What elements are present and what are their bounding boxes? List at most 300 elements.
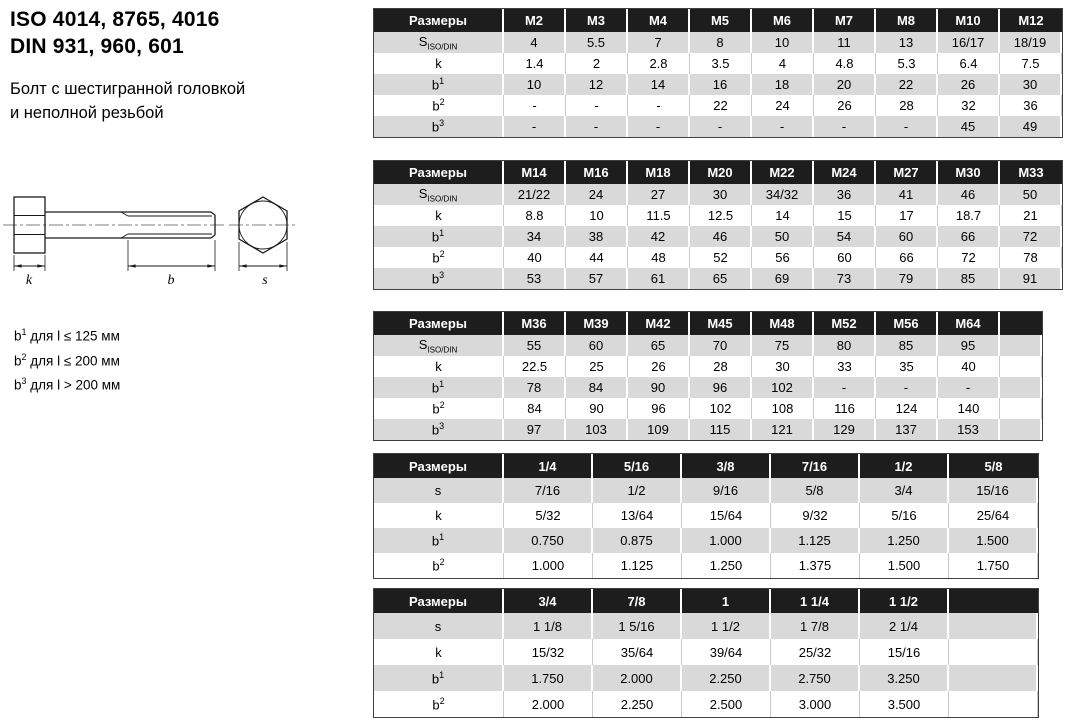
title-line-2: DIN 931, 960, 601 [10, 35, 184, 58]
size-header: 1 1/4 [771, 589, 860, 613]
value-cell: 39/64 [682, 639, 771, 665]
value-cell: 60 [876, 226, 938, 247]
value-cell: 80 [814, 335, 876, 356]
header-row [374, 589, 1038, 613]
value-cell: 4.8 [814, 53, 876, 74]
value-cell: 5/16 [860, 503, 949, 528]
size-header: M3 [566, 9, 628, 32]
value-cell: - [566, 116, 628, 137]
value-cell: 0.875 [593, 528, 682, 553]
value-cell: - [876, 116, 938, 137]
value-cell: 35 [876, 356, 938, 377]
dimension-k [14, 255, 45, 288]
value-cell: 1.250 [682, 553, 771, 578]
value-cell: 13/64 [593, 503, 682, 528]
value-cell: 1/2 [593, 478, 682, 503]
empty-cell [949, 691, 1038, 717]
note: $b^2$ для l ≤ 200 мм [14, 351, 120, 368]
value-cell: 15 [814, 205, 876, 226]
value-cell: 1.750 [949, 553, 1038, 578]
value-cell: 56 [752, 247, 814, 268]
value-cell: 26 [938, 74, 1000, 95]
table-row [374, 377, 1042, 398]
value-cell: 50 [1000, 184, 1062, 205]
value-cell: - [566, 95, 628, 116]
value-cell: 1.125 [771, 528, 860, 553]
header-row [374, 312, 1042, 335]
size-header: M5 [690, 9, 752, 32]
value-cell: 42 [628, 226, 690, 247]
value-cell: 6.4 [938, 53, 1000, 74]
value-cell: 1 1/8 [504, 613, 593, 639]
value-cell: 2 1/4 [860, 613, 949, 639]
size-header: M20 [690, 161, 752, 184]
size-header: M39 [566, 312, 628, 335]
value-cell: 53 [504, 268, 566, 289]
value-cell: 90 [566, 398, 628, 419]
value-cell: - [814, 116, 876, 137]
empty-header [949, 589, 1038, 613]
value-cell: - [690, 116, 752, 137]
value-cell: - [814, 377, 876, 398]
value-cell: - [504, 95, 566, 116]
value-cell: 22 [876, 74, 938, 95]
value-cell: 30 [690, 184, 752, 205]
value-cell: 33 [814, 356, 876, 377]
value-cell: 4 [504, 32, 566, 53]
table-row [374, 665, 1038, 691]
value-cell: 1.000 [682, 528, 771, 553]
value-cell: 9/32 [771, 503, 860, 528]
size-header: M18 [628, 161, 690, 184]
row-label: $b^2$ [374, 553, 504, 578]
header-row [374, 9, 1062, 32]
value-cell: 72 [1000, 226, 1062, 247]
table-row [374, 398, 1042, 419]
table-row [374, 184, 1062, 205]
value-cell: 97 [504, 419, 566, 440]
notes [14, 322, 120, 396]
empty-cell [1000, 419, 1042, 440]
size-header: M24 [814, 161, 876, 184]
value-cell: 1.500 [860, 553, 949, 578]
size-header: 3/8 [682, 454, 771, 478]
row-label: k [374, 639, 504, 665]
value-cell: 16 [690, 74, 752, 95]
value-cell: 14 [752, 205, 814, 226]
value-cell: 65 [690, 268, 752, 289]
dim-b-label: b [167, 273, 175, 288]
value-cell: 24 [566, 184, 628, 205]
value-cell: 55 [504, 335, 566, 356]
metric-table-3 [373, 311, 1043, 441]
value-cell: 108 [752, 398, 814, 419]
value-cell: 52 [690, 247, 752, 268]
size-header: M10 [938, 9, 1000, 32]
row-label: s [374, 478, 504, 503]
value-cell: 1 1/2 [682, 613, 771, 639]
table-row [374, 639, 1038, 665]
value-cell: 13 [876, 32, 938, 53]
size-header: 1 1/2 [860, 589, 949, 613]
value-cell: 1.125 [593, 553, 682, 578]
value-cell: 2.250 [682, 665, 771, 691]
empty-cell [1000, 398, 1042, 419]
value-cell: 16/17 [938, 32, 1000, 53]
size-header: M45 [690, 312, 752, 335]
size-header: M30 [938, 161, 1000, 184]
table-row [374, 95, 1062, 116]
value-cell: 66 [876, 247, 938, 268]
value-cell: 32 [938, 95, 1000, 116]
value-cell: 28 [876, 95, 938, 116]
sizes-column-header: Размеры [374, 9, 504, 32]
value-cell: 5.3 [876, 53, 938, 74]
value-cell: 24 [752, 95, 814, 116]
value-cell: 137 [876, 419, 938, 440]
value-cell: 25 [566, 356, 628, 377]
size-header: M16 [566, 161, 628, 184]
value-cell: 7/16 [504, 478, 593, 503]
value-cell: 18/19 [1000, 32, 1062, 53]
value-cell: 153 [938, 419, 1000, 440]
size-header: 1/4 [504, 454, 593, 478]
value-cell: 27 [628, 184, 690, 205]
value-cell: 25/32 [771, 639, 860, 665]
sizes-column-header: Размеры [374, 454, 504, 478]
row-label: $b^1$ [374, 377, 504, 398]
value-cell: 40 [504, 247, 566, 268]
size-header: 7/16 [771, 454, 860, 478]
value-cell: 46 [690, 226, 752, 247]
value-cell: 96 [628, 398, 690, 419]
empty-cell [949, 639, 1038, 665]
value-cell: - [628, 95, 690, 116]
value-cell: 116 [814, 398, 876, 419]
row-label: $b^1$ [374, 226, 504, 247]
size-header: M14 [504, 161, 566, 184]
size-header: M36 [504, 312, 566, 335]
value-cell: 8.8 [504, 205, 566, 226]
empty-cell [1000, 377, 1042, 398]
value-cell: 18.7 [938, 205, 1000, 226]
value-cell: 44 [566, 247, 628, 268]
value-cell: 38 [566, 226, 628, 247]
table-row [374, 503, 1038, 528]
row-label: $b^3$ [374, 268, 504, 289]
value-cell: 91 [1000, 268, 1062, 289]
value-cell: 3.500 [860, 691, 949, 717]
row-label: k [374, 503, 504, 528]
header-row [374, 161, 1062, 184]
value-cell: 35/64 [593, 639, 682, 665]
value-cell: 41 [876, 184, 938, 205]
value-cell: 1.4 [504, 53, 566, 74]
value-cell: 30 [752, 356, 814, 377]
row-label: $b^1$ [374, 74, 504, 95]
value-cell: 2 [566, 53, 628, 74]
value-cell: 66 [938, 226, 1000, 247]
empty-cell [1000, 335, 1042, 356]
sizes-column-header: Размеры [374, 589, 504, 613]
value-cell: 14 [628, 74, 690, 95]
row-label: k [374, 205, 504, 226]
value-cell: 1.000 [504, 553, 593, 578]
value-cell: 61 [628, 268, 690, 289]
value-cell: 1.500 [949, 528, 1038, 553]
value-cell: - [876, 377, 938, 398]
value-cell: 3.250 [860, 665, 949, 691]
value-cell: 46 [938, 184, 1000, 205]
size-header: M42 [628, 312, 690, 335]
size-header: 5/8 [949, 454, 1038, 478]
value-cell: 96 [690, 377, 752, 398]
value-cell: 12 [566, 74, 628, 95]
value-cell: 28 [690, 356, 752, 377]
size-header: M4 [628, 9, 690, 32]
value-cell: 84 [504, 398, 566, 419]
row-label: $S_{ISO/DIN}$ [374, 184, 504, 205]
value-cell: 65 [628, 335, 690, 356]
empty-cell [949, 613, 1038, 639]
value-cell: 17 [876, 205, 938, 226]
size-header: 7/8 [593, 589, 682, 613]
sizes-column-header: Размеры [374, 161, 504, 184]
dim-s-label: s [262, 273, 268, 288]
size-header: M56 [876, 312, 938, 335]
value-cell: 102 [752, 377, 814, 398]
value-cell: 50 [752, 226, 814, 247]
value-cell: 1.750 [504, 665, 593, 691]
value-cell: 15/64 [682, 503, 771, 528]
row-label: $b^2$ [374, 95, 504, 116]
note: $b^3$ для l > 200 мм [14, 376, 121, 393]
value-cell: 60 [566, 335, 628, 356]
size-header: M2 [504, 9, 566, 32]
size-header: M7 [814, 9, 876, 32]
value-cell: 49 [1000, 116, 1062, 137]
value-cell: - [628, 116, 690, 137]
table-row [374, 553, 1038, 578]
inch-table-2 [373, 588, 1039, 718]
value-cell: 90 [628, 377, 690, 398]
row-label: $b^2$ [374, 398, 504, 419]
value-cell: 2.000 [593, 665, 682, 691]
table-row [374, 268, 1062, 289]
value-cell: 45 [938, 116, 1000, 137]
table-row [374, 116, 1062, 137]
table-row [374, 32, 1062, 53]
value-cell: 15/16 [949, 478, 1038, 503]
value-cell: 1 7/8 [771, 613, 860, 639]
value-cell: 21/22 [504, 184, 566, 205]
value-cell: - [752, 116, 814, 137]
value-cell: 11 [814, 32, 876, 53]
empty-header [1000, 312, 1042, 335]
value-cell: 2.250 [593, 691, 682, 717]
tables-column [373, 8, 1063, 718]
value-cell: 0.750 [504, 528, 593, 553]
value-cell: 34/32 [752, 184, 814, 205]
value-cell: 69 [752, 268, 814, 289]
value-cell: 26 [814, 95, 876, 116]
row-label: $b^1$ [374, 528, 504, 553]
table-row [374, 356, 1042, 377]
value-cell: 2.000 [504, 691, 593, 717]
value-cell: 5/32 [504, 503, 593, 528]
value-cell: 3.5 [690, 53, 752, 74]
inch-table-1 [373, 453, 1039, 579]
value-cell: 85 [938, 268, 1000, 289]
size-header: M12 [1000, 9, 1062, 32]
metric-table-2 [373, 160, 1063, 290]
metric-table-1 [373, 8, 1063, 138]
value-cell: 124 [876, 398, 938, 419]
row-label: s [374, 613, 504, 639]
row-label: $S_{ISO/DIN}$ [374, 335, 504, 356]
size-header: 3/4 [504, 589, 593, 613]
value-cell: 9/16 [682, 478, 771, 503]
value-cell: - [504, 116, 566, 137]
document-subtitle [10, 77, 372, 125]
header-row [374, 454, 1038, 478]
value-cell: 102 [690, 398, 752, 419]
value-cell: 21 [1000, 205, 1062, 226]
value-cell: 85 [876, 335, 938, 356]
left-panel [10, 6, 372, 716]
value-cell: 2.750 [771, 665, 860, 691]
size-header: M52 [814, 312, 876, 335]
value-cell: 1.375 [771, 553, 860, 578]
title-line-1: ISO 4014, 8765, 4016 [10, 8, 220, 31]
value-cell: 79 [876, 268, 938, 289]
document-title [10, 6, 372, 60]
table-row [374, 74, 1062, 95]
size-header: 5/16 [593, 454, 682, 478]
sizes-column-header: Размеры [374, 312, 504, 335]
value-cell: 109 [628, 419, 690, 440]
value-cell: 3/4 [860, 478, 949, 503]
row-label: $b^1$ [374, 665, 504, 691]
value-cell: 36 [1000, 95, 1062, 116]
note: $b^1$ для l ≤ 125 мм [14, 327, 120, 344]
table-row [374, 205, 1062, 226]
value-cell: 4 [752, 53, 814, 74]
value-cell: 72 [938, 247, 1000, 268]
value-cell: 34 [504, 226, 566, 247]
size-header: 1 [682, 589, 771, 613]
size-header: M27 [876, 161, 938, 184]
value-cell: 57 [566, 268, 628, 289]
value-cell: 26 [628, 356, 690, 377]
value-cell: 5/8 [771, 478, 860, 503]
value-cell: 22 [690, 95, 752, 116]
value-cell: 40 [938, 356, 1000, 377]
value-cell: 7.5 [1000, 53, 1062, 74]
size-header: M33 [1000, 161, 1062, 184]
value-cell: 8 [690, 32, 752, 53]
value-cell: 3.000 [771, 691, 860, 717]
size-header: M6 [752, 9, 814, 32]
value-cell: 1 5/16 [593, 613, 682, 639]
table-row [374, 691, 1038, 717]
value-cell: 10 [566, 205, 628, 226]
value-cell: 12.5 [690, 205, 752, 226]
table-row [374, 335, 1042, 356]
value-cell: 5.5 [566, 32, 628, 53]
value-cell: 129 [814, 419, 876, 440]
value-cell: 2.500 [682, 691, 771, 717]
row-label: $b^3$ [374, 419, 504, 440]
value-cell: 18 [752, 74, 814, 95]
row-label: $b^2$ [374, 247, 504, 268]
value-cell: - [938, 377, 1000, 398]
value-cell: 15/32 [504, 639, 593, 665]
bolt-drawing [1, 192, 331, 302]
table-row [374, 528, 1038, 553]
subtitle-line-1: Болт с шестигранной головкой [10, 80, 246, 98]
value-cell: 10 [752, 32, 814, 53]
table-row [374, 226, 1062, 247]
value-cell: 30 [1000, 74, 1062, 95]
value-cell: 11.5 [628, 205, 690, 226]
size-header: 1/2 [860, 454, 949, 478]
table-row [374, 53, 1062, 74]
size-header: M64 [938, 312, 1000, 335]
value-cell: 54 [814, 226, 876, 247]
value-cell: 70 [690, 335, 752, 356]
value-cell: 73 [814, 268, 876, 289]
value-cell: 84 [566, 377, 628, 398]
row-label: $b^2$ [374, 691, 504, 717]
row-label: k [374, 356, 504, 377]
row-label: $S_{ISO/DIN}$ [374, 32, 504, 53]
value-cell: 78 [504, 377, 566, 398]
value-cell: 48 [628, 247, 690, 268]
value-cell: 15/16 [860, 639, 949, 665]
subtitle-line-2: и неполной резьбой [10, 104, 164, 122]
table-row [374, 247, 1062, 268]
value-cell: 95 [938, 335, 1000, 356]
size-header: M22 [752, 161, 814, 184]
value-cell: 75 [752, 335, 814, 356]
value-cell: 78 [1000, 247, 1062, 268]
row-label: k [374, 53, 504, 74]
dim-k-label: k [25, 273, 33, 288]
empty-cell [949, 665, 1038, 691]
value-cell: 7 [628, 32, 690, 53]
value-cell: 22.5 [504, 356, 566, 377]
size-header: M8 [876, 9, 938, 32]
value-cell: 25/64 [949, 503, 1038, 528]
value-cell: 115 [690, 419, 752, 440]
empty-cell [1000, 356, 1042, 377]
value-cell: 140 [938, 398, 1000, 419]
table-row [374, 478, 1038, 503]
table-row [374, 419, 1042, 440]
value-cell: 60 [814, 247, 876, 268]
size-header: M48 [752, 312, 814, 335]
value-cell: 36 [814, 184, 876, 205]
row-label: $b^3$ [374, 116, 504, 137]
value-cell: 121 [752, 419, 814, 440]
value-cell: 1.250 [860, 528, 949, 553]
value-cell: 20 [814, 74, 876, 95]
table-row [374, 613, 1038, 639]
dimension-b [128, 240, 215, 288]
value-cell: 10 [504, 74, 566, 95]
value-cell: 103 [566, 419, 628, 440]
